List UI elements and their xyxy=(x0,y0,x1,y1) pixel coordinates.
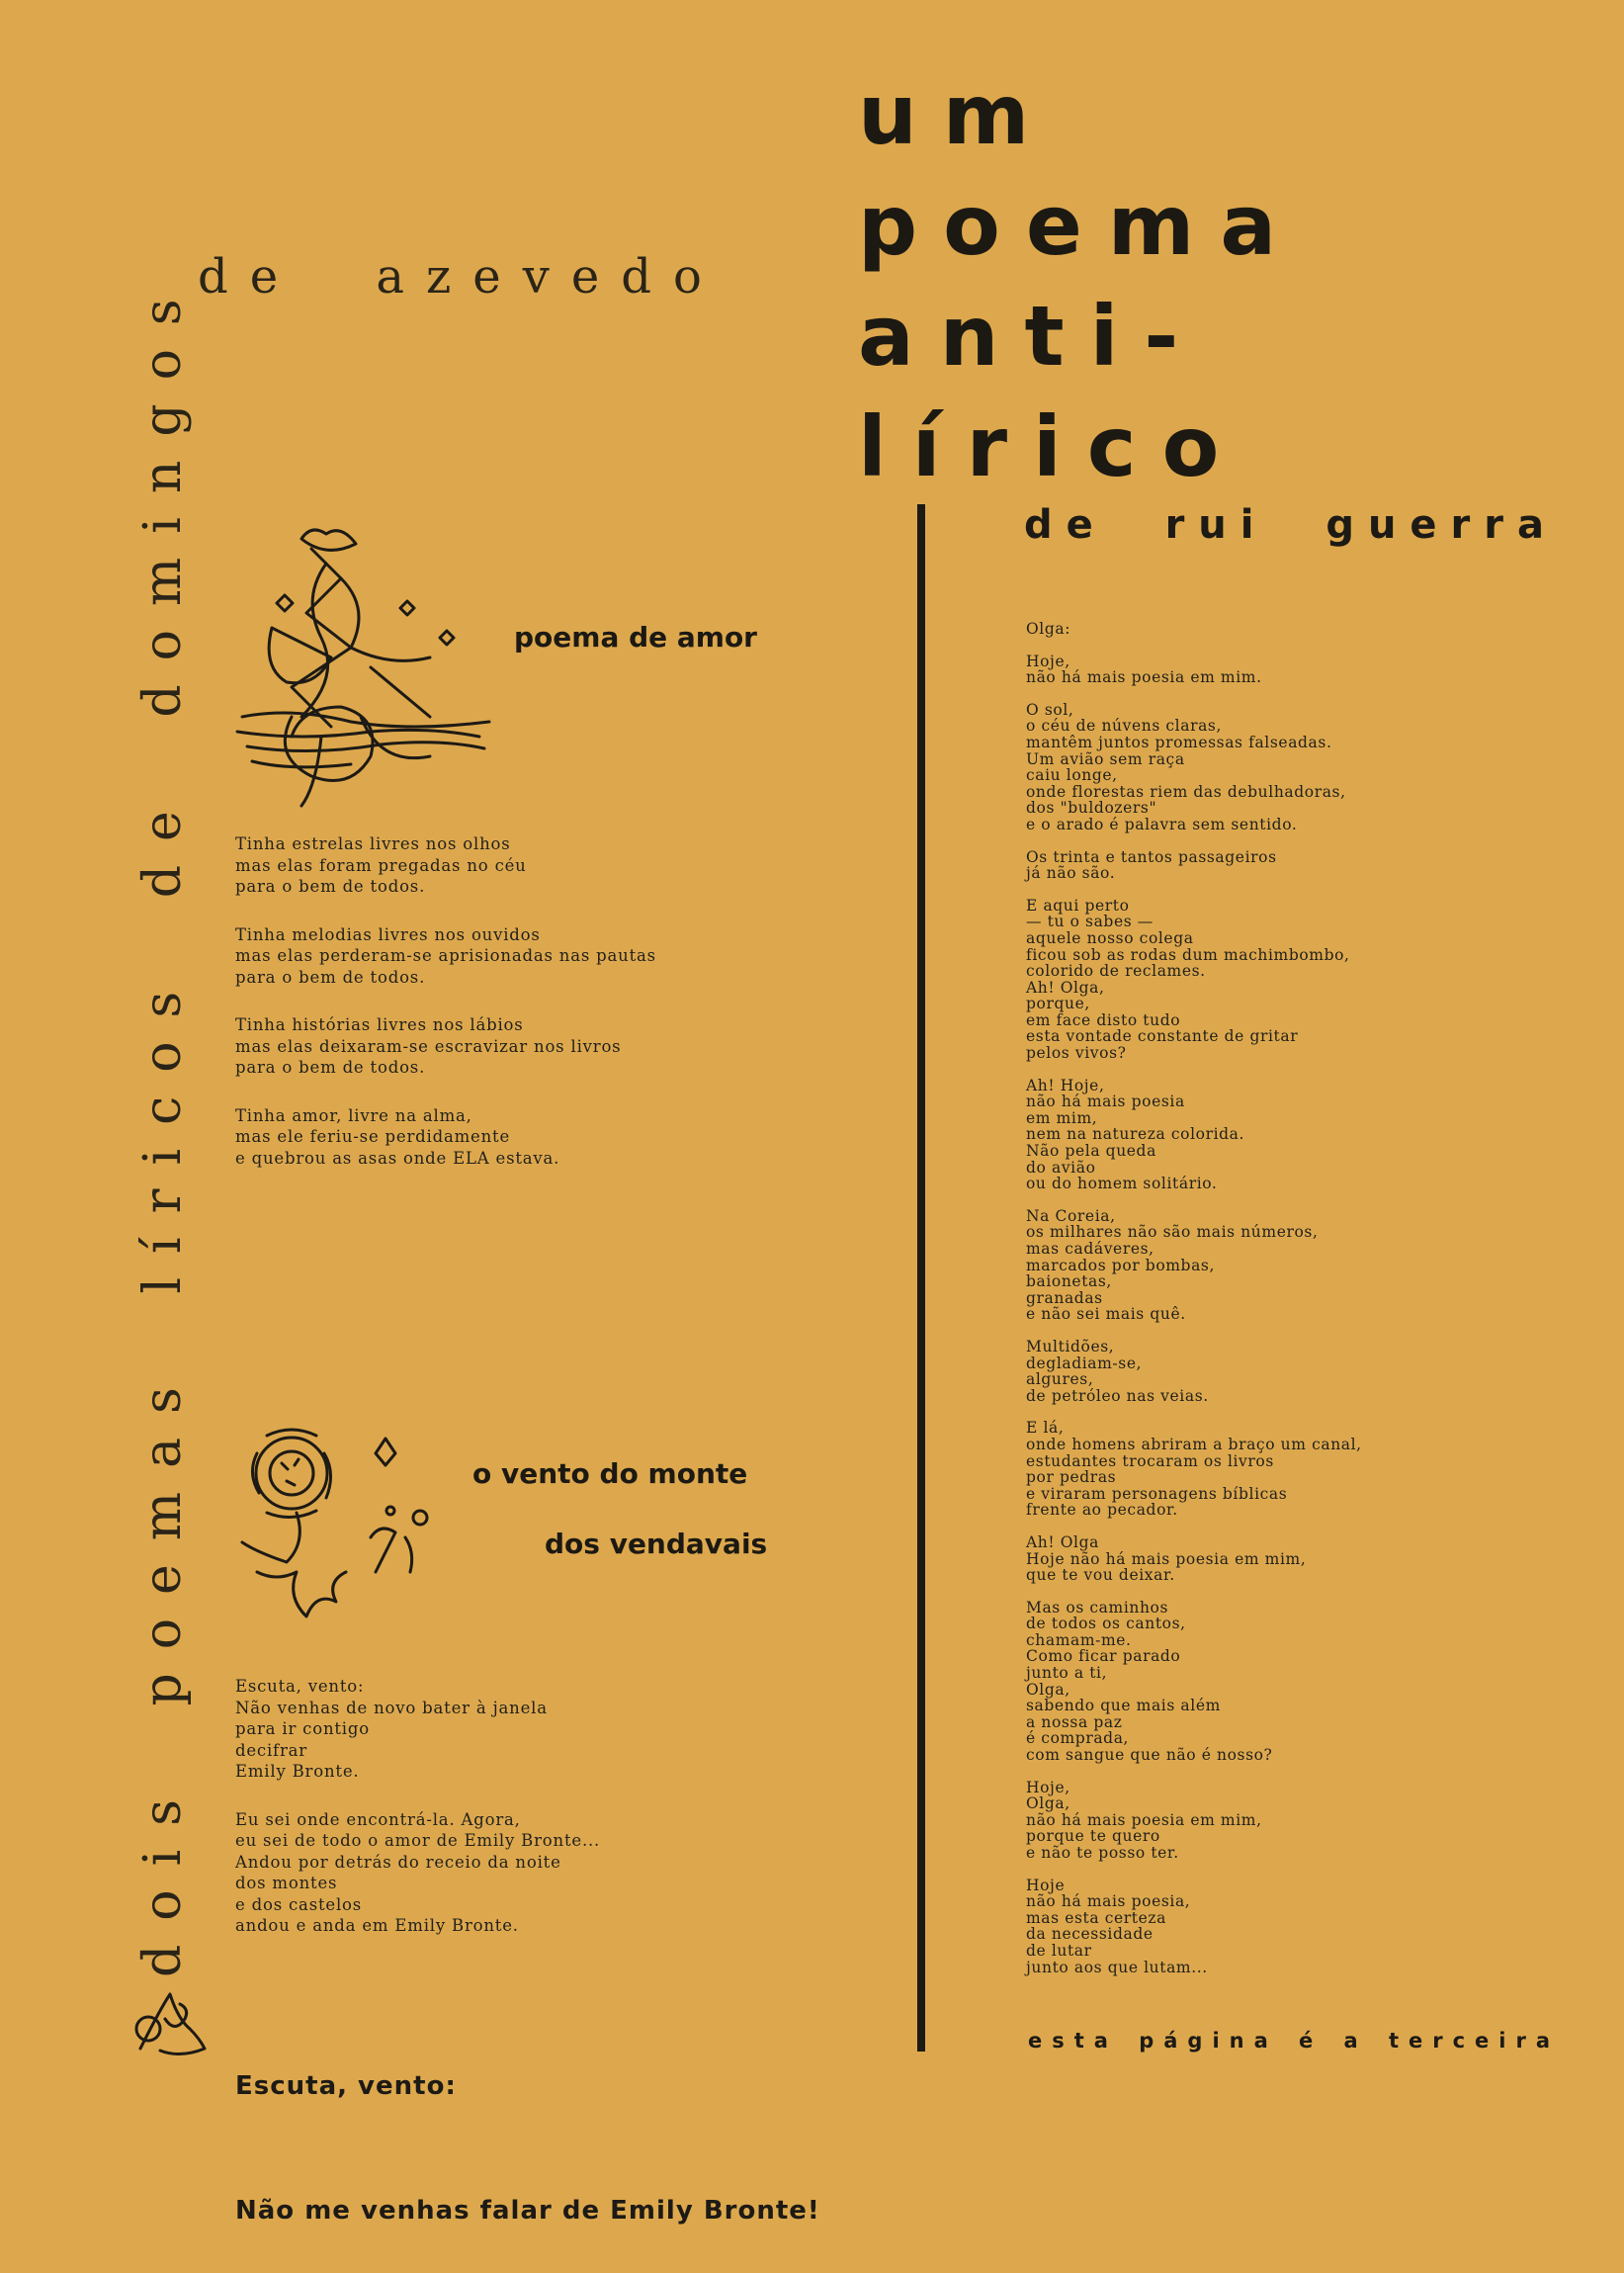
right-stanza: Hoje, Olga, não há mais poesia em mim, porque te quero e não te posso ter. xyxy=(1026,1778,1262,1862)
sunflower-figure-drawing-icon xyxy=(237,1424,445,1621)
poem1-stanza: Tinha amor, livre na alma, mas ele feriu-se perdidamente e quebrou as asas onde ELA estava. xyxy=(235,1105,560,1168)
footer-word: página xyxy=(1139,2029,1278,2053)
closing-line: Escuta, vento: xyxy=(235,2071,457,2101)
left-author: de azevedo xyxy=(198,249,724,305)
poem2-stanza: Eu sei onde encontrá-la. Agora, eu sei de todo o amor de Emily Bronte... Andou por detrás do receio da noite dos montes e dos castelos andou e anda em Emily Bronte. xyxy=(235,1809,601,1935)
right-stanza: Na Coreia, os milhares não são mais números, mas cadáveres, marcados por bombas, baionetas, granadas e não sei mais quê. xyxy=(1026,1206,1319,1324)
right-stanza: Hoje, não há mais poesia em mim. xyxy=(1026,652,1262,687)
right-stanza: O sol, o céu de núvens claras, mantêm juntos promessas falseadas. Um avião sem raça caiu longe, onde florestas riem das debulhadoras, dos "buldozers" e o arado é palavra sem sentido. xyxy=(1026,700,1346,833)
right-poem-body xyxy=(1026,621,1362,1991)
author-word: de xyxy=(1024,502,1107,548)
closing-line: Não me venhas falar de Emily Bronte! xyxy=(235,2196,820,2226)
poem2-title-line2: dos vendavais xyxy=(545,1528,768,1560)
dancing-figure-drawing-icon xyxy=(232,519,499,816)
right-author xyxy=(1024,502,1558,548)
poem2-stanza: Escuta, vento: Não venhas de novo bater à janela para ir contigo decifrar Emily Bronte. xyxy=(235,1677,548,1781)
title-line: anti-lírico xyxy=(858,288,1245,495)
right-stanza: Mas os caminhos de todos os cantos, chamam-me. Como ficar parado junto a ti, Olga, sabendo que mais além a nossa paz é comprada, com sangue que não é nosso? xyxy=(1026,1598,1273,1765)
right-stanza: Multidões, degladiam-se, algures, de petróleo nas veias. xyxy=(1026,1337,1209,1405)
footer-word: a xyxy=(1343,2029,1368,2053)
column-divider xyxy=(917,504,925,2052)
poem1-stanza: Tinha estrelas livres nos olhos mas elas foram pregadas no céu para o bem de todos. xyxy=(235,834,527,896)
right-stanza: Hoje não há mais poesia, mas esta certeza da necessidade de lutar junto aos que lutam... xyxy=(1026,1876,1208,1976)
title-line: poema xyxy=(858,177,1303,274)
footer-word: esta xyxy=(1028,2029,1118,2053)
poem2-closing xyxy=(235,1982,820,2273)
right-stanza: Olga: xyxy=(1026,620,1071,638)
right-title xyxy=(858,59,1570,502)
poem1-body xyxy=(235,833,656,1195)
poem1-title: poema de amor xyxy=(514,621,757,654)
footer-word: é xyxy=(1299,2029,1324,2053)
publisher-monogram-icon xyxy=(130,1989,210,2058)
vertical-title: dois poemas líricos de domingos xyxy=(133,275,193,1977)
right-stanza: Ah! Olga Hoje não há mais poesia em mim, que te vou deixar. xyxy=(1026,1532,1307,1585)
title-line: um xyxy=(858,66,1056,163)
poem2-body xyxy=(235,1676,600,1964)
page-footer xyxy=(1028,2029,1560,2053)
author-word: rui xyxy=(1164,502,1268,548)
right-stanza: E lá, onde homens abriram a braço um canal, estudantes trocaram os livros por pedras e viraram personagens bíblicas frente ao pecador. xyxy=(1026,1419,1362,1520)
right-stanza: Ah! Hoje, não há mais poesia em mim, nem na natureza colorida. Não pela queda do avião ou do homem solitário. xyxy=(1026,1076,1245,1193)
poem1-stanza: Tinha histórias livres nos lábios mas elas deixaram-se escravizar nos livros para o bem de todos. xyxy=(235,1015,622,1077)
right-stanza: E aqui perto — tu o sabes — aquele nosso colega ficou sob as rodas dum machimbombo, colorido de reclames. Ah! Olga, porque, em face disto tudo esta vontade constante de gritar pelos vivos? xyxy=(1026,896,1350,1063)
author-word: guerra xyxy=(1325,502,1558,548)
poem2-title-line1: o vento do monte xyxy=(472,1457,748,1490)
footer-word: terceira xyxy=(1388,2029,1560,2053)
right-stanza: Os trinta e tantos passageiros já não são. xyxy=(1026,847,1277,883)
poem1-stanza: Tinha melodias livres nos ouvidos mas elas perderam-se aprisionadas nas pautas para o bem de todos. xyxy=(235,924,656,987)
